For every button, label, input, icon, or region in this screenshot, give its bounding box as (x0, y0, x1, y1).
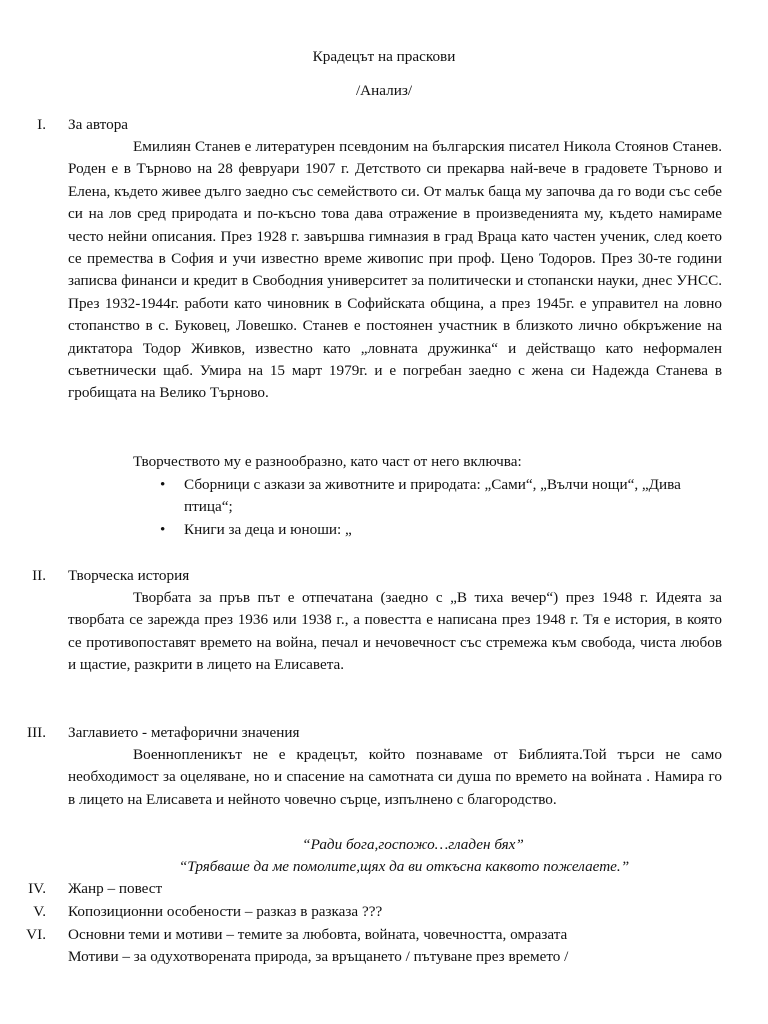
list-item-text: Книги за деца и юноши: „ (184, 520, 352, 538)
section-number: VI. (26, 926, 46, 943)
bullet-icon: • (160, 476, 166, 493)
list-item-text: Сборници с азкази за животните и природата: „Сами“, „Вълчи нощи“, „Дива птица“; (184, 476, 681, 516)
list-item (160, 519, 724, 541)
section-heading: Творческа история (68, 567, 190, 584)
section-number: III. (27, 724, 46, 741)
section-heading: Жанр – повест (68, 880, 163, 897)
section-heading: Основни теми и мотиви – темите за любовта, войната, човечността, омразата (68, 926, 568, 943)
list-item (160, 474, 724, 519)
bullet-list (160, 474, 724, 541)
section-heading: Заглавието - метафорични значения (68, 724, 300, 741)
quote-line: “Трябваше да ме помолите,щях да ви откъсна каквото пожелаете.” (178, 858, 630, 875)
section-heading: За автора (68, 116, 129, 133)
document-title: Крадецът на праскови (312, 48, 456, 65)
quote-line: “Ради бога,госпожо…гладен бях” (302, 836, 524, 853)
section-extra-line: Мотиви – за одухотворената природа, за връщането / пътуване през времето / (68, 948, 569, 965)
section-paragraph: Военнопленикът не е крадецът, който познаваме от Библията.Той търси не само необходимост за оцеляване, но и спасение на самотната си душа по времето на войната . Намира го в лицето на Елисавета и нейното човечно сърце, изпълнено с благородство. (68, 746, 722, 808)
document-subtitle: /Анализ/ (355, 82, 413, 99)
section-number: V. (33, 903, 46, 920)
section-heading: Копозиционни особености – разказ в разказа ??? (68, 903, 383, 920)
section-number: IV. (28, 880, 46, 897)
bullet-icon: • (160, 520, 166, 538)
section-paragraph: Творбата за пръв път е отпечатана (заедно с „В тиха вечер“) през 1948 г. Идеята за творбата се зарежда през 1936 или 1938 г., а повестта е написана през 1948 г. Тя е история, в която се противопоставят времето на война, печал и нечовечност със стремежа към свобода, чиста любов и щастие, разкрити в лицето на Елисавета. (68, 589, 722, 674)
section-number: I. (37, 116, 46, 133)
section-paragraph: Емилиян Станев е литературен псевдоним на българския писател Никола Стоянов Станев. Роден е в Търново на 28 февруари 1907 г. Детството си прекарва най-вече в градовете Търново и Елена, където живее дълго заедно със семейството си. От малък баща му започва да го води със себе си на лов сред природата и по-късно това дава отражение в произведенията му, където намираме често нейни описания. През 1928 г. завършва гимназия в град Враца като частен ученик, след което се премества в София и учи известно време живопис при проф. Цено Тодоров. През 30-те години записва финанси и кредит в Свободния университет за политически и стопански науки, днес УНСС. През 1932-1944г. работи като чиновник в Софийската община, а през 1945г. е управител на ловно стопанство в с. Буковец, Ловешко. Станев е постоянен участник в близкото лично обкръжение на диктатора Тодор Живков, известно като „ловната дружинка“ и действащо като неформален съветнически щаб. Умира на 15 март 1979г. и е погребан заедно с жена си Надежда Станева в гробищата на Велико Търново. (68, 138, 722, 402)
section-number: II. (32, 567, 46, 584)
section-paragraph: Творчеството му е разнообразно, като част от него включва: (133, 453, 522, 470)
